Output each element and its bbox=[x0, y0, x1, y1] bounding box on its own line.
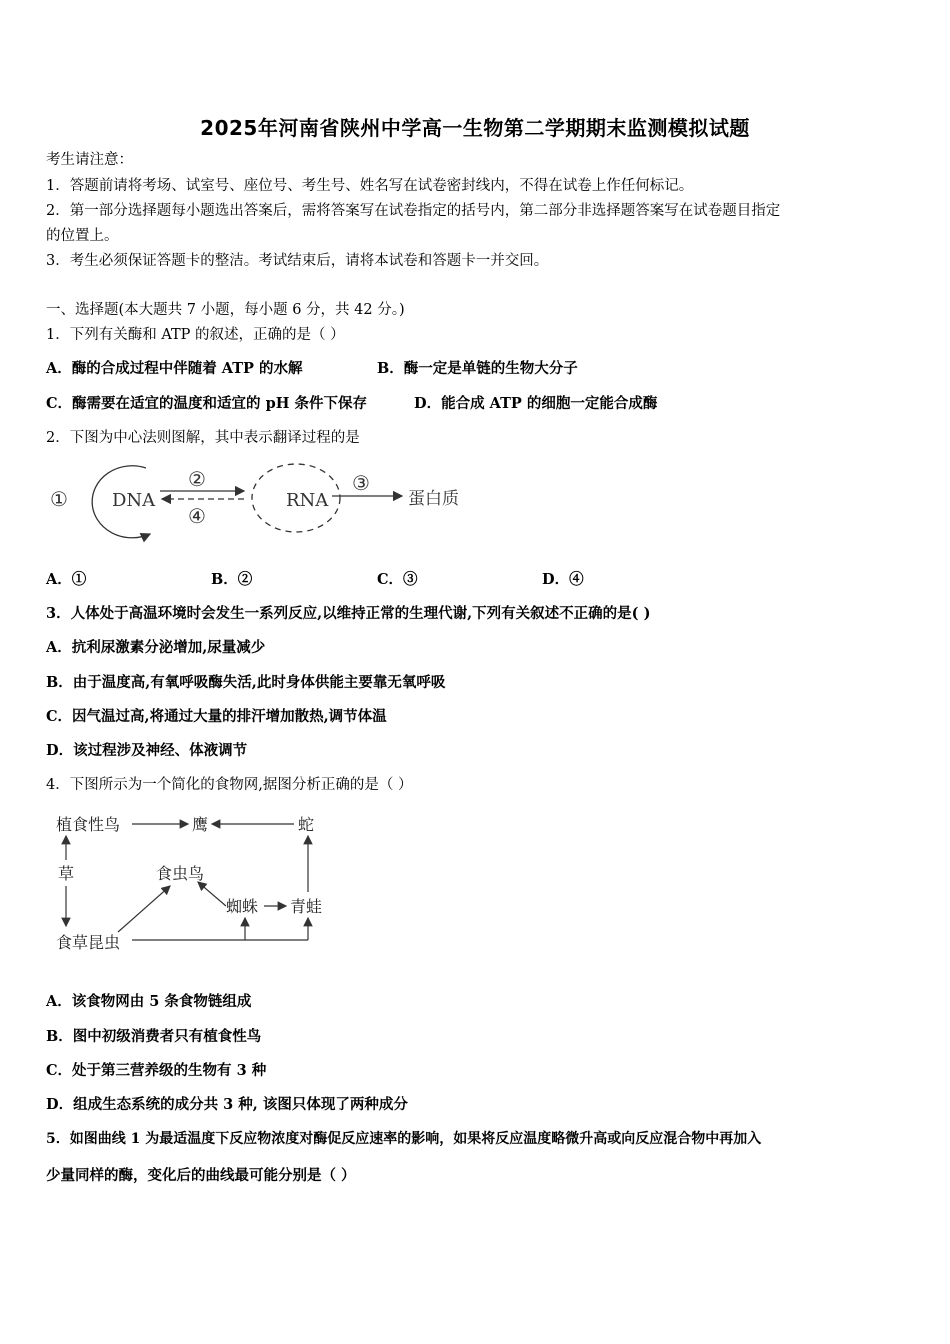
notice-item-2: 2．第一部分选择题每小题选出答案后，需将答案写在试卷指定的括号内，第二部分非选择题答案写在试卷题目指定 bbox=[46, 203, 781, 219]
node-insectivorous-bird: 食虫鸟 bbox=[156, 864, 205, 883]
notice-heading: 考生请注意： bbox=[46, 152, 133, 168]
edge-spider-insectbird bbox=[198, 882, 226, 906]
q3-stem: 3．人体处于高温环境时会发生一系列反应,以维持正常的生理代谢,下列有关叙述不正确的是( ) bbox=[46, 605, 651, 622]
q2-option-c: C．③ bbox=[377, 571, 418, 588]
section-heading: 一、选择题(本大题共 7 小题，每小题 6 分，共 42 分。) bbox=[46, 302, 405, 318]
q2-option-a: A．① bbox=[46, 571, 87, 588]
label-protein: 蛋白质 bbox=[408, 489, 459, 509]
q1-option-a: A．酶的合成过程中伴随着 ATP 的水解 bbox=[46, 360, 303, 377]
label-step-3: ③ bbox=[352, 471, 370, 495]
node-grass: 草 bbox=[58, 864, 75, 883]
label-rna: RNA bbox=[286, 490, 329, 511]
label-step-4: ④ bbox=[188, 504, 206, 528]
q4-stem: 4．下图所示为一个简化的食物网,据图分析正确的是（ ） bbox=[46, 777, 413, 793]
node-eagle: 鹰 bbox=[192, 815, 209, 834]
central-dogma-diagram bbox=[46, 458, 476, 544]
q5-stem-line-1: 5．如图曲线 1 为最适温度下反应物浓度对酶促反应速率的影响，如果将反应温度略微升高或向反应混合物中再加入 bbox=[46, 1131, 762, 1147]
q3-option-a: A．抗利尿激素分泌增加,尿量减少 bbox=[46, 639, 266, 656]
q2-option-d: D．④ bbox=[542, 571, 584, 588]
notice-item-2-cont: 的位置上。 bbox=[46, 228, 119, 244]
q2-stem: 2．下图为中心法则图解，其中表示翻译过程的是 bbox=[46, 430, 360, 446]
q3-option-d: D．该过程涉及神经、体液调节 bbox=[46, 742, 248, 759]
q3-option-b: B．由于温度高,有氧呼吸酶失活,此时身体供能主要靠无氧呼吸 bbox=[46, 674, 446, 691]
q5-stem-line-2: 少量同样的酶，变化后的曲线最可能分别是（ ） bbox=[46, 1167, 356, 1184]
node-herbivorous-bird: 植食性鸟 bbox=[56, 815, 121, 834]
node-frog: 青蛙 bbox=[290, 897, 323, 916]
q4-option-a: A．该食物网由 5 条食物链组成 bbox=[46, 993, 252, 1010]
node-herbivorous-insect: 食草昆虫 bbox=[56, 933, 121, 952]
food-web-diagram bbox=[46, 808, 346, 956]
q3-option-c: C．因气温过高,将通过大量的排汗增加散热,调节体温 bbox=[46, 708, 387, 725]
notice-item-3: 3．考生必须保证答题卡的整洁。考试结束后，请将本试卷和答题卡一并交回。 bbox=[46, 253, 549, 269]
q4-option-d: D．组成生态系统的成分共 3 种, 该图只体现了两种成分 bbox=[46, 1096, 408, 1113]
q1-option-c: C．酶需要在适宜的温度和适宜的 pH 条件下保存 bbox=[46, 395, 367, 412]
label-step-2: ② bbox=[188, 467, 206, 491]
q4-option-b: B．图中初级消费者只有植食性鸟 bbox=[46, 1028, 262, 1045]
node-spider: 蜘蛛 bbox=[226, 897, 259, 916]
label-step-1: ① bbox=[50, 487, 68, 511]
label-dna: DNA bbox=[112, 490, 156, 511]
q4-option-c: C．处于第三营养级的生物有 3 种 bbox=[46, 1062, 267, 1079]
page-title: 2025年河南省陕州中学高一生物第二学期期末监测模拟试题 bbox=[200, 116, 750, 140]
q1-stem: 1．下列有关酶和 ATP 的叙述，正确的是（ ） bbox=[46, 327, 345, 343]
q1-option-b: B．酶一定是单链的生物大分子 bbox=[377, 360, 578, 377]
q1-option-d: D．能合成 ATP 的细胞一定能合成酶 bbox=[414, 395, 658, 412]
edge-insect-insectbird bbox=[118, 886, 170, 932]
node-snake: 蛇 bbox=[298, 815, 315, 834]
q2-option-b: B．② bbox=[211, 571, 253, 588]
notice-item-1: 1．答题前请将考场、试室号、座位号、考生号、姓名写在试卷密封线内，不得在试卷上作任何标记。 bbox=[46, 178, 694, 194]
